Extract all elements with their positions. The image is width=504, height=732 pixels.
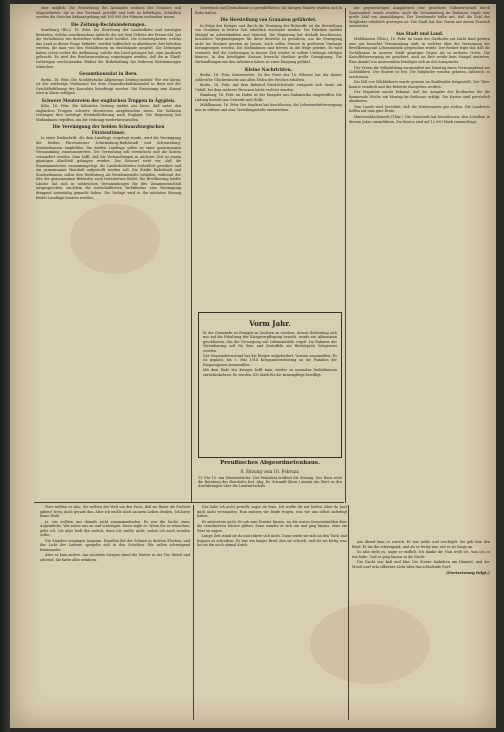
- headline: Die Zeitung-Rechtsänderungen.: [70, 21, 147, 27]
- story-text: Die Nacht war kalt und klar. Die Sterne funkelten am Himmel, und der Mond warf sein silbernes Licht über das schlafende Dorf.: [352, 560, 490, 569]
- story-text: Lange Zeit stand sie da und rührte sich nicht. Dann setzte sie sich an den Tisch und begann zu schreiben. Es war ein langer Brief, den sie schrieb, und als sie fertig war, las sie ihn noch einmal durch.: [197, 534, 347, 548]
- article-text: Ein Fall von Wilddieberei wurde gestern im Stadtwalde festgestellt. Der Täter konnte ermittelt und der Behörde übergeben werden.: [349, 80, 490, 89]
- article-text: Mühlhausen (Thür.), 16. Febr. Im Saale des Gasthofes zur Linde fand gestern eine gut besuchte Versammlung statt, in welcher über die Versorgung der Bevölkerung mit Lebensmitteln gesprochen wurde. Der Redner legte dar, daß die Verhältnisse in unserer Stadt günstiger liegen als in anderen Orten. Die Kartoffelversorgung sei gesichert, auch an Brot werde kein Mangel eintreten. Eine Anzahl von Anwesenden beteiligte sich an der Aussprache.: [349, 37, 490, 64]
- article-text: In Folge des Krieges und durch die Teuerung der Rohstoffe ist die Herstellung von Granaten in letzter Zeit erheblich erschwert worden. Die Fabriken melden Mangel an Arbeitskräften und Material. Die Regierung hat deshalb beschlossen, besondere Vergünstigungen für diese Betriebe zu gewähren, um die Erzeugung nicht ins Stocken geraten zu lassen. Auch sollen Frauen in größerem Umfange herangezogen werden. Die Maßnahmen sind bereits in die Wege geleitet. Es wird erwartet, daß die Lieferungen in kurzer Zeit wieder in vollem Umfange erfolgen können. In den beteiligten Kreisen herrscht darüber große Genugtuung. Die Verhandlungen mit den Arbeitern haben zu einer Einigung geführt.: [195, 23, 342, 64]
- boxed-article-title: Vorm Jahr.: [249, 319, 291, 328]
- article-text: Mit dem Ende des Krieges hofft man, wieder zu normalen Verhältnissen zurückzukehren. Es wurden 300 Mark für die Armenpflege bewilligt.: [203, 368, 337, 377]
- column-rule: [191, 8, 192, 503]
- boxed-article: [198, 312, 342, 458]
- article-text: Österreich und Deutschland zu gewährleisten; die übrigen Staaten würden sich in Ruhe halten.: [195, 6, 342, 15]
- book-binding: [0, 0, 10, 732]
- story-text: Herr wollten es also, Sie wollten der Welt um den Preis, daß sie Ihnen die Freiheit gäben? Nein, nicht gerade das. Aber ich mußte doch an mein Leben denken. Ich hatte keine Wahl.: [40, 505, 190, 519]
- parliament-report: [198, 460, 342, 500]
- continuation-note: (Fortsetzung folgt.): [446, 570, 490, 576]
- article-text: Vom Lande wird berichtet, daß die Wintersaaten gut stehen. Die Landwirte hoffen auf eine gute Ernte.: [349, 104, 490, 114]
- column-rule: [348, 505, 349, 720]
- story-text: Das habe ich nicht gewollt, sagte sie leise. Ich wollte dir nur helfen. Aber du hast mich nicht verstanden. Nun müssen wir beide tragen, was wir uns selbst auferlegt haben.: [197, 505, 347, 519]
- headline: Die Vereinigung der beiden Schwarzburgischen Fürstentümer.: [52, 124, 165, 135]
- feuilleton-rule: [34, 502, 344, 503]
- parliament-title: Preußisches Abgeordnetenhaus.: [220, 460, 320, 466]
- news-item: Berlin, 16. Febr. Auf dem Bahnhof Friedrichstraße ereignete sich heute ein Unfall, bei dem mehrere Personen leicht verletzt wurden.: [195, 83, 342, 92]
- headline: Die Herstellung von Granaten gefährdet.: [220, 17, 317, 23]
- article-text: Der Magistrat macht bekannt, daß die Ausgabe der Brotkarten für die kommende Woche am Montag im Rathause erfolgt. Die Karten sind persönlich abzuholen.: [349, 90, 490, 104]
- news-item: Hamburg, 16. Febr. Im Hafen ist der Dampfer aus Südamerika eingetroffen. Die Ladung besteht aus Getreide und Wolle.: [195, 93, 342, 102]
- headline: Gesamtkonsulat in Bern.: [79, 71, 138, 77]
- story-text: Ja, wir wollten uns damals nicht zusammenfinden. Es war die Sache eines Augenblicks. Wir sahen uns an und schwiegen. Dann sagte er: Wenn Sie es wünschen, gehe ich. Ich aber hielt ihn zurück, denn ich wußte nicht, wohin ich mich wenden sollte.: [40, 519, 190, 538]
- article-text: Hinterwaldschmiede (Thür.). Die Gemeinde hat beschlossen, den Schulbau in diesem Jahre auszuführen. Die Kosten sind auf 12 000 Mark veranschlagt.: [349, 114, 490, 124]
- headline: Kleine Nachrichten.: [244, 66, 293, 72]
- article-text: eher möglich. Die Festsetzung des Auslandes wohnen des Senators und Abgeordneten, die in den Vorstand gewählt und teils zu beleidigen, Schädlich worden die Gerichte Bekanntgebung mit 160 000 der Münzen vorhanden waren.: [36, 6, 181, 20]
- article-text: In der Gemeinde zu Prangen in Sachsen zu ersehen, dessen Bedeutung sich nur auf die Erhaltung der Kriegsverpflegung bezieht, wurde ein Abkommen geschlossen, das die Versorgung mit Lebensmitteln regelt. Im Rahmen der Vereinbarung soll für Brot und Kartoffeln ein Höchstpreis festgesetzt werden.: [203, 331, 337, 353]
- story-text: Er antwortete nicht. Er sah zum Fenster hinaus, wo die ersten Sonnenstrahlen über die verschneiten Dächer glitten. Dann wandte er sich um und ging hinaus, ohne ein Wort zu sagen.: [197, 519, 347, 533]
- article-text: der gegenwärtigen Ausgabezeit eine geordnete Volkswirtschaft durch Sparsamkeit erzielt worden. Auch die Versammlung im Rathause ergab eine große Zahl von Anmeldungen. Der Vorsitzende teilte mit, daß die Zahl der Mitglieder erheblich gestiegen ist. Die Stadt hat den Verein mit einem Zuschuß unterstützt.: [349, 6, 490, 29]
- article-text: Der Verein für Volksbildung veranstaltet am Sonntag einen Vortragsabend mit Lichtbildern. Der Eintritt ist frei. Die Mitglieder werden gebeten, zahlreich zu erscheinen.: [349, 65, 490, 79]
- story-text: Am Abend kam er zurück. Er war müde und erschöpft. Sie gab ihm den Brief. Er las ihn schweigend, und als er fertig war, sah er sie lange an.: [352, 540, 490, 549]
- article-text: Straßburg (Els.), 16. Febr. Die Beziehung der Landesflotte und sonstigen Behörden, welche unverkennbare Aufsicht der auf dem Gebiete der Presse übt, hat die Verhältnisse des deutschen Volkes nicht berührt. Die Schwierigkeiten, welche das Land in dieser Frage befindet, werden hoffentlich in absehbarer Zeit behoben werden, die man von den Verhältnissen im Reichslande ausgeht. Die Zeitungen haben schon vorher die Auffassung, welche das Land getragen hat, zum Ausdruck gebracht. Es wird der Reichsverwaltung vorgetragen werden, daß die in Elsaß-Lothringen erscheinenden Blätter die Beibehaltung der früheren Bestimmungen wünschen.: [36, 28, 181, 69]
- article-text: In einer Denkschrift, die dem Landtage vorgelegt wurde, wird die Vereinigung der beiden Fürstentümer Schwarzburg-Rudolstadt und Schwarzburg-Sondershausen empfohlen. Die beiden Landtage sollen zu einer gemeinsamen Versammlung zusammentreten. Die Verwaltung soll vereinfacht und die Kosten vermindert werden. Man hofft, daß die Verhandlungen in nächster Zeit zu einem günstigen Abschluß gelangen werden. Der Entwurf sieht vor, daß die Staatsministerien zusammengelegt, die Landesbehörden einheitlich geordnet und ein gemeinsamer Haushalt aufgestellt werden soll. Die Städte Rudolstadt und Sondershausen sollen ihre Bedeutung als Residenzstädte behalten, während der Sitz der gemeinsamen Behörden noch festzusetzen bleibt. Die Bevölkerung beider Länder hat sich in zahlreichen Versammlungen für den Zusammenschluß ausgesprochen, nachdem die wirtschaftlichen Verhältnisse eine Vereinigung dringend notwendig gemacht haben. Die Vorlage wird in der nächsten Sitzung beider Landtage beraten werden.: [36, 136, 181, 200]
- column-1: [36, 6, 181, 501]
- headline: Aus Stadt und Land.: [395, 30, 444, 36]
- news-item: Berlin, 16. Febr. Kaiserwetter. Zu der Feier des 16. Februar hat der Kaiser zahlreiche Glückwünsche aus allen Teilen des Reiches erhalten.: [195, 73, 342, 82]
- parliament-subtitle: 8. Sitzung vom 16. Februar.: [240, 469, 300, 474]
- article-text: 11 Uhr 15. Am Ministertische: Der Präsident eröffnet die Sitzung. Das Haus setzt die Beratung des Haushalts fort. Abg. Dr. Schmidt (Kons.) nimmt das Wort zu den Ausführungen über die Landwirtschaft.: [198, 475, 342, 489]
- feuilleton-column-1: [40, 505, 190, 718]
- article-text: Köln, 16. Febr. Die Kölnische Zeitung meldet aus Kairo, daß unter den englischen Truppen schwere Meutereien ausgebrochen seien. Die Soldaten verlangen ihre sofortige Heimbeförderung nach England. Die Regierung hat Maßnahmen ergriffen, um die Ordnung wiederherzustellen.: [36, 104, 181, 122]
- column-3: [349, 6, 490, 536]
- story-text: Die Stunden vergingen langsam. Draußen fiel der Schnee in dichten Flocken, und das Licht der Laterne spiegelte sich in den Scheiben. Wir saßen schweigend beieinander.: [40, 538, 190, 552]
- column-2: [195, 6, 342, 316]
- news-item: Mühlhausen, 16. Febr. Der Stadtrat hat beschlossen, die Lebensmittelversorgung neu zu ordnen und eine Verteilungsstelle einzurichten.: [195, 103, 342, 112]
- story-text: Aber es kam anders. Am nächsten Morgen stand die Mutter in der Tür, bleich und zitternd. Sie hatte alles erfahren.: [40, 553, 190, 563]
- headline: Schwere Meutereien der englischen Truppen in Ägypten.: [41, 97, 176, 103]
- article-text: Berlin, 16. Febr. Die Norddeutsche Allgemeine Zeitung meldet: Wie wir hören, ist der seitherige Vizekonsul bei dem Gesandtschaftskonsulat in Bern mit der Geschäftsführung des Konsulats beauftragt worden. Die Ernennung zum Konsul wird in Kürze erfolgen.: [36, 77, 181, 96]
- feuilleton-column-2: [197, 505, 347, 718]
- article-text: Der Gemeindevorstand hat die Bürger aufgefordert, Vorräte anzumelden. Es ist geplant, bis 1. Mai 1914 Kriegsunterstützung an die Familien der Eingezogenen auszuzahlen.: [203, 354, 337, 367]
- column-rule: [345, 8, 346, 503]
- column-rule: [193, 505, 194, 720]
- feuilleton-column-3: [352, 540, 490, 718]
- story-text: So also steht es, sagte er endlich. Ich danke dir. Nun weiß ich, was ich zu tun habe. Und er ging hinaus in die Nacht.: [352, 550, 490, 559]
